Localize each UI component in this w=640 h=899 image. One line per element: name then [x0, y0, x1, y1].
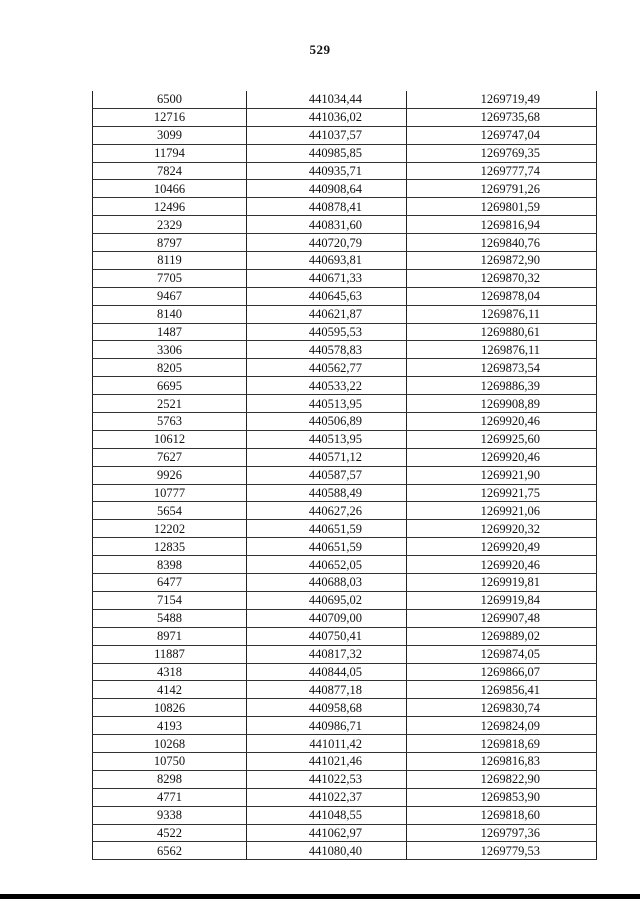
point-number-cell: 6500 — [93, 91, 247, 108]
table-row — [93, 663, 597, 681]
x-coordinate-cell: 440878,41 — [247, 198, 407, 216]
table-row — [93, 430, 597, 448]
y-coordinate-cell: 1269801,59 — [407, 198, 597, 216]
point-number-cell: 8140 — [93, 305, 247, 323]
x-coordinate-cell: 440562,77 — [247, 359, 407, 377]
x-coordinate-cell: 441062,97 — [247, 824, 407, 842]
table-row — [93, 788, 597, 806]
y-coordinate-cell: 1269920,46 — [407, 556, 597, 574]
x-coordinate-cell: 440817,32 — [247, 645, 407, 663]
table-row — [93, 806, 597, 824]
point-number-cell: 4142 — [93, 681, 247, 699]
page-number: 529 — [309, 42, 331, 57]
point-number-cell: 3099 — [93, 126, 247, 144]
x-coordinate-cell: 440571,12 — [247, 448, 407, 466]
table-row — [93, 413, 597, 431]
x-coordinate-cell: 441080,40 — [247, 842, 407, 860]
x-coordinate-cell: 440688,03 — [247, 574, 407, 592]
x-coordinate-cell: 440695,02 — [247, 591, 407, 609]
point-number-cell: 8298 — [93, 770, 247, 788]
table-row — [93, 627, 597, 645]
point-number-cell: 8797 — [93, 234, 247, 252]
y-coordinate-cell: 1269747,04 — [407, 126, 597, 144]
table-row — [93, 520, 597, 538]
point-number-cell: 10826 — [93, 699, 247, 717]
y-coordinate-cell: 1269873,54 — [407, 359, 597, 377]
point-number-cell: 12835 — [93, 538, 247, 556]
y-coordinate-cell: 1269866,07 — [407, 663, 597, 681]
table-row — [93, 699, 597, 717]
point-number-cell: 5488 — [93, 609, 247, 627]
y-coordinate-cell: 1269920,32 — [407, 520, 597, 538]
table-row — [93, 502, 597, 520]
y-coordinate-cell: 1269921,90 — [407, 466, 597, 484]
y-coordinate-cell: 1269874,05 — [407, 645, 597, 663]
point-number-cell: 7824 — [93, 162, 247, 180]
y-coordinate-cell: 1269830,74 — [407, 699, 597, 717]
x-coordinate-cell: 440652,05 — [247, 556, 407, 574]
point-number-cell: 2521 — [93, 395, 247, 413]
y-coordinate-cell: 1269853,90 — [407, 788, 597, 806]
x-coordinate-cell: 441021,46 — [247, 752, 407, 770]
x-coordinate-cell: 440935,71 — [247, 162, 407, 180]
point-number-cell: 10777 — [93, 484, 247, 502]
y-coordinate-cell: 1269920,49 — [407, 538, 597, 556]
y-coordinate-cell: 1269791,26 — [407, 180, 597, 198]
x-coordinate-cell: 440844,05 — [247, 663, 407, 681]
y-coordinate-cell: 1269870,32 — [407, 269, 597, 287]
table-row — [93, 234, 597, 252]
x-coordinate-cell: 440595,53 — [247, 323, 407, 341]
x-coordinate-cell: 440720,79 — [247, 234, 407, 252]
point-number-cell: 4522 — [93, 824, 247, 842]
x-coordinate-cell: 440533,22 — [247, 377, 407, 395]
table-row — [93, 484, 597, 502]
y-coordinate-cell: 1269822,90 — [407, 770, 597, 788]
y-coordinate-cell: 1269816,83 — [407, 752, 597, 770]
point-number-cell: 1487 — [93, 323, 247, 341]
point-number-cell: 11887 — [93, 645, 247, 663]
table-row — [93, 591, 597, 609]
scan-bottom-edge — [0, 894, 640, 899]
table-row — [93, 198, 597, 216]
y-coordinate-cell: 1269886,39 — [407, 377, 597, 395]
x-coordinate-cell: 441036,02 — [247, 108, 407, 126]
y-coordinate-cell: 1269769,35 — [407, 144, 597, 162]
table-row — [93, 108, 597, 126]
y-coordinate-cell: 1269719,49 — [407, 91, 597, 108]
point-number-cell: 4771 — [93, 788, 247, 806]
x-coordinate-cell: 440831,60 — [247, 216, 407, 234]
table-row — [93, 377, 597, 395]
x-coordinate-cell: 440671,33 — [247, 269, 407, 287]
table-row — [93, 180, 597, 198]
x-coordinate-cell: 440986,71 — [247, 717, 407, 735]
point-number-cell: 8971 — [93, 627, 247, 645]
point-number-cell: 4318 — [93, 663, 247, 681]
point-number-cell: 12496 — [93, 198, 247, 216]
point-number-cell: 8205 — [93, 359, 247, 377]
y-coordinate-cell: 1269880,61 — [407, 323, 597, 341]
x-coordinate-cell: 440651,59 — [247, 538, 407, 556]
point-number-cell: 7154 — [93, 591, 247, 609]
y-coordinate-cell: 1269878,04 — [407, 287, 597, 305]
point-number-cell: 2329 — [93, 216, 247, 234]
point-number-cell: 10466 — [93, 180, 247, 198]
table-row — [93, 269, 597, 287]
coordinates-table-wrapper — [92, 91, 596, 860]
table-row — [93, 91, 597, 108]
point-number-cell: 6562 — [93, 842, 247, 860]
y-coordinate-cell: 1269818,60 — [407, 806, 597, 824]
point-number-cell: 5763 — [93, 413, 247, 431]
table-row — [93, 681, 597, 699]
point-number-cell: 4193 — [93, 717, 247, 735]
x-coordinate-cell: 440513,95 — [247, 430, 407, 448]
table-row — [93, 752, 597, 770]
x-coordinate-cell: 440693,81 — [247, 252, 407, 270]
y-coordinate-cell: 1269797,36 — [407, 824, 597, 842]
x-coordinate-cell: 441011,42 — [247, 735, 407, 753]
point-number-cell: 11794 — [93, 144, 247, 162]
x-coordinate-cell: 440587,57 — [247, 466, 407, 484]
table-row — [93, 448, 597, 466]
table-row — [93, 770, 597, 788]
table-body — [93, 91, 597, 860]
y-coordinate-cell: 1269889,02 — [407, 627, 597, 645]
table-row — [93, 359, 597, 377]
x-coordinate-cell: 440506,89 — [247, 413, 407, 431]
point-number-cell: 7627 — [93, 448, 247, 466]
x-coordinate-cell: 440908,64 — [247, 180, 407, 198]
table-row — [93, 466, 597, 484]
point-number-cell: 3306 — [93, 341, 247, 359]
y-coordinate-cell: 1269919,81 — [407, 574, 597, 592]
y-coordinate-cell: 1269876,11 — [407, 305, 597, 323]
table-row — [93, 574, 597, 592]
table-row — [93, 287, 597, 305]
table-row — [93, 216, 597, 234]
y-coordinate-cell: 1269735,68 — [407, 108, 597, 126]
table-row — [93, 144, 597, 162]
table-row — [93, 395, 597, 413]
y-coordinate-cell: 1269920,46 — [407, 448, 597, 466]
table-row — [93, 126, 597, 144]
point-number-cell: 5654 — [93, 502, 247, 520]
x-coordinate-cell: 441022,37 — [247, 788, 407, 806]
point-number-cell: 6477 — [93, 574, 247, 592]
table-row — [93, 645, 597, 663]
y-coordinate-cell: 1269872,90 — [407, 252, 597, 270]
x-coordinate-cell: 440588,49 — [247, 484, 407, 502]
point-number-cell: 12716 — [93, 108, 247, 126]
point-number-cell: 9338 — [93, 806, 247, 824]
table-row — [93, 323, 597, 341]
y-coordinate-cell: 1269921,75 — [407, 484, 597, 502]
x-coordinate-cell: 440877,18 — [247, 681, 407, 699]
point-number-cell: 9467 — [93, 287, 247, 305]
x-coordinate-cell: 440958,68 — [247, 699, 407, 717]
x-coordinate-cell: 440621,87 — [247, 305, 407, 323]
table-row — [93, 162, 597, 180]
table-row — [93, 735, 597, 753]
table-row — [93, 717, 597, 735]
point-number-cell: 10750 — [93, 752, 247, 770]
x-coordinate-cell: 441037,57 — [247, 126, 407, 144]
x-coordinate-cell: 440750,41 — [247, 627, 407, 645]
point-number-cell: 8119 — [93, 252, 247, 270]
x-coordinate-cell: 441034,44 — [247, 91, 407, 108]
x-coordinate-cell: 440651,59 — [247, 520, 407, 538]
y-coordinate-cell: 1269908,89 — [407, 395, 597, 413]
x-coordinate-cell: 441022,53 — [247, 770, 407, 788]
table-row — [93, 842, 597, 860]
table-row — [93, 341, 597, 359]
y-coordinate-cell: 1269907,48 — [407, 609, 597, 627]
point-number-cell: 6695 — [93, 377, 247, 395]
x-coordinate-cell: 440513,95 — [247, 395, 407, 413]
table-row — [93, 824, 597, 842]
table-row — [93, 305, 597, 323]
point-number-cell: 10612 — [93, 430, 247, 448]
y-coordinate-cell: 1269818,69 — [407, 735, 597, 753]
table-row — [93, 609, 597, 627]
table-row — [93, 538, 597, 556]
x-coordinate-cell: 440645,63 — [247, 287, 407, 305]
y-coordinate-cell: 1269777,74 — [407, 162, 597, 180]
y-coordinate-cell: 1269920,46 — [407, 413, 597, 431]
point-number-cell: 9926 — [93, 466, 247, 484]
x-coordinate-cell: 440709,00 — [247, 609, 407, 627]
y-coordinate-cell: 1269856,41 — [407, 681, 597, 699]
y-coordinate-cell: 1269816,94 — [407, 216, 597, 234]
table-row — [93, 556, 597, 574]
y-coordinate-cell: 1269840,76 — [407, 234, 597, 252]
point-number-cell: 10268 — [93, 735, 247, 753]
point-number-cell: 8398 — [93, 556, 247, 574]
y-coordinate-cell: 1269925,60 — [407, 430, 597, 448]
x-coordinate-cell: 441048,55 — [247, 806, 407, 824]
point-number-cell: 7705 — [93, 269, 247, 287]
y-coordinate-cell: 1269919,84 — [407, 591, 597, 609]
x-coordinate-cell: 440578,83 — [247, 341, 407, 359]
point-number-cell: 12202 — [93, 520, 247, 538]
y-coordinate-cell: 1269876,11 — [407, 341, 597, 359]
y-coordinate-cell: 1269779,53 — [407, 842, 597, 860]
y-coordinate-cell: 1269921,06 — [407, 502, 597, 520]
coordinates-table — [92, 91, 597, 860]
x-coordinate-cell: 440985,85 — [247, 144, 407, 162]
y-coordinate-cell: 1269824,09 — [407, 717, 597, 735]
x-coordinate-cell: 440627,26 — [247, 502, 407, 520]
table-row — [93, 252, 597, 270]
